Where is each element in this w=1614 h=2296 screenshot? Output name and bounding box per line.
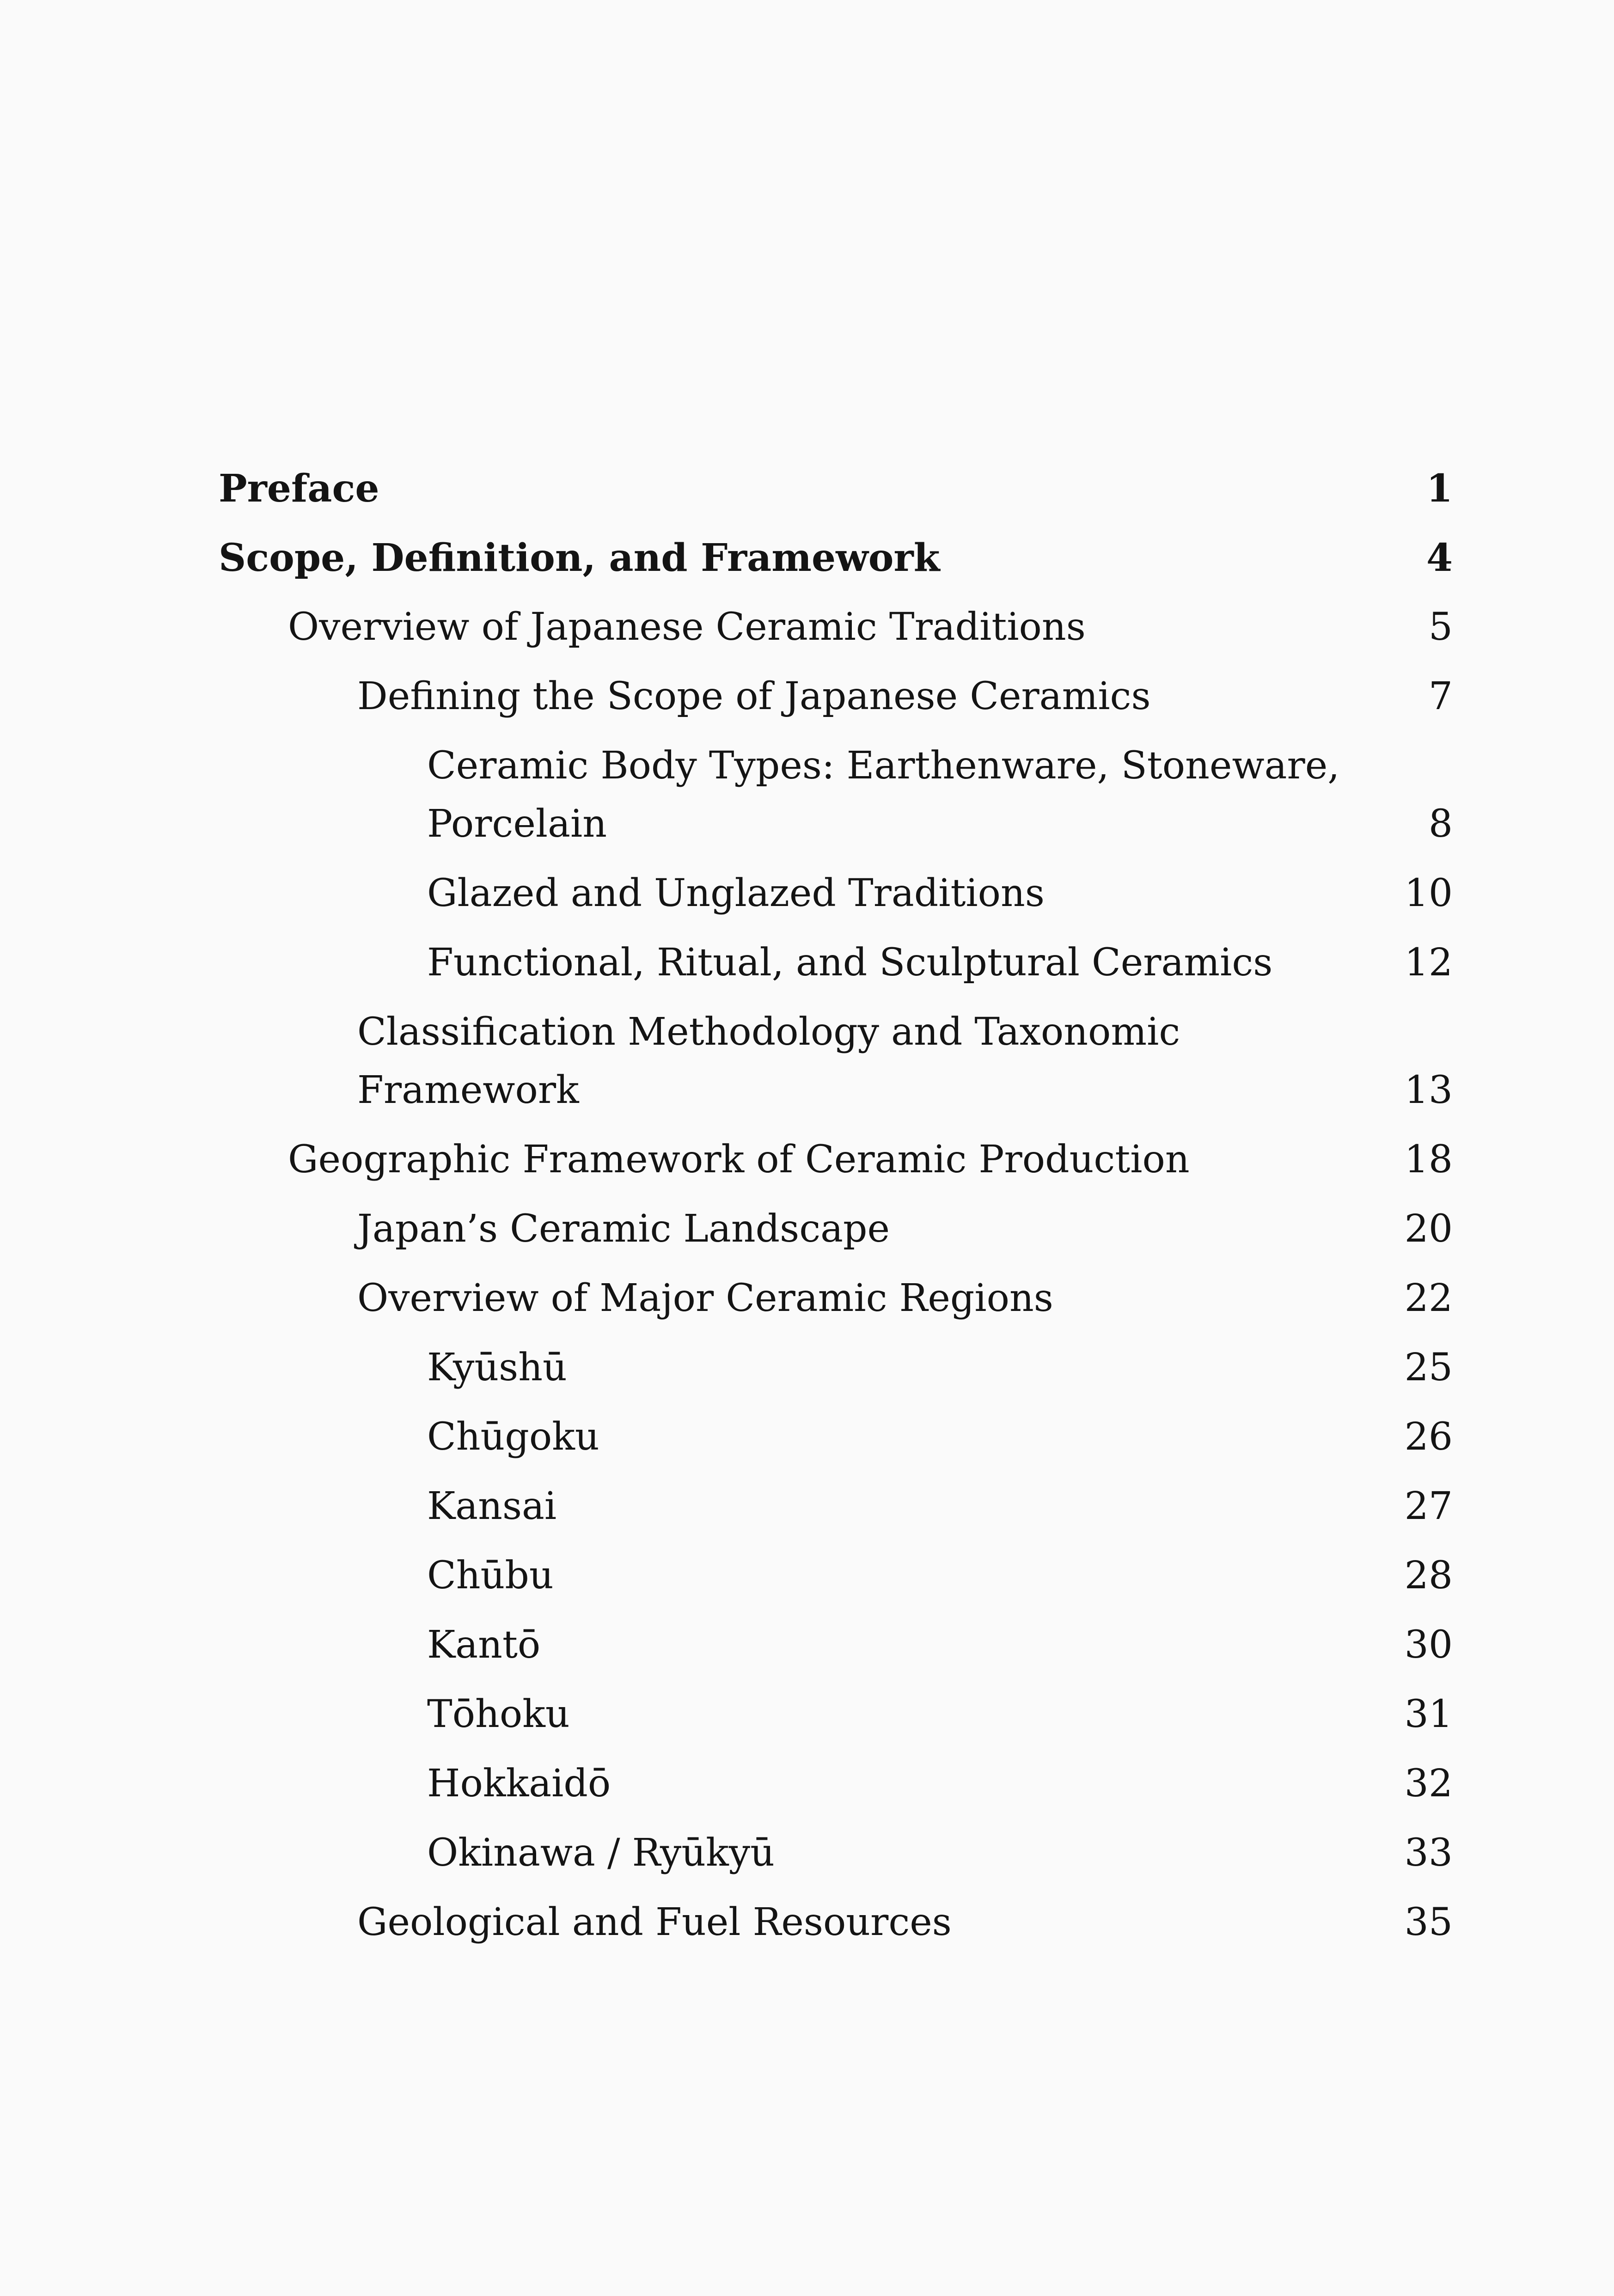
toc-entry-title: Glazed and Unglazed Traditions [427,871,1045,915]
toc-entry-page-number: 1 [1426,466,1453,511]
toc-entry-page-number: 13 [1404,1068,1453,1112]
toc-entry-page-number: 26 [1404,1415,1453,1459]
toc-entry-page-number: 25 [1404,1346,1453,1390]
toc-entry-title: Overview of Major Ceramic Regions [357,1276,1053,1320]
toc-entry-title: Scope, Definition, and Framework [219,536,940,580]
toc-entry-preface[interactable] [219,459,1453,518]
toc-entry-defining-scope[interactable] [219,667,1453,726]
toc-entry-title: Functional, Ritual, and Sculptural Ceramics [427,941,1273,985]
toc-entry-page-number: 5 [1428,605,1453,649]
toc-entry-kansai[interactable] [219,1477,1453,1536]
toc-entry-chugoku[interactable] [219,1408,1453,1466]
toc-entry-title: Kantō [427,1623,541,1667]
toc-entry-title: Kyūshū [427,1346,567,1390]
toc-entry-title: Tōhoku [427,1692,570,1736]
toc-entry-tohoku[interactable] [219,1685,1453,1744]
toc-entry-title: Geographic Framework of Ceramic Production [288,1138,1190,1182]
toc-entry-title: Hokkaidō [427,1762,611,1806]
toc-entry-title: Ceramic Body Types: Earthenware, Stoneware, Porcelain [427,744,1340,846]
toc-entry-glazed-unglazed[interactable] [219,864,1453,923]
toc-entry-page-number: 31 [1404,1692,1453,1736]
toc-entry-page-number: 4 [1426,536,1453,580]
toc-entry-title: Kansai [427,1484,557,1528]
toc-entry-title: Overview of Japanese Ceramic Traditions [288,605,1086,649]
toc-entry-overview-japanese-ceramic-traditions[interactable] [219,598,1453,656]
toc-entry-geographic-framework[interactable] [219,1131,1453,1189]
toc-entry-title: Okinawa / Ryūkyū [427,1831,775,1875]
toc-entry-page-number: 18 [1404,1138,1453,1182]
toc-entry-page-number: 7 [1428,674,1453,718]
toc-entry-major-ceramic-regions[interactable] [219,1269,1453,1328]
toc-entry-page-number: 33 [1404,1831,1453,1875]
toc-entry-chubu[interactable] [219,1547,1453,1605]
toc-entry-title: Defining the Scope of Japanese Ceramics [357,674,1151,718]
toc-entry-okinawa-ryukyu[interactable] [219,1824,1453,1882]
toc-entry-hokkaido[interactable] [219,1755,1453,1813]
toc-entry-page-number: 32 [1404,1762,1453,1806]
toc-entry-title: Chūbu [427,1554,554,1598]
toc-entry-page-number: 22 [1404,1276,1453,1320]
table-of-contents [219,459,1453,1963]
toc-entry-page-number: 12 [1404,941,1453,985]
toc-entry-title: Geological and Fuel Resources [357,1900,952,1944]
toc-entry-page-number: 8 [1428,802,1453,846]
toc-entry-title: Preface [219,466,379,511]
toc-entry-page-number: 35 [1404,1900,1453,1944]
toc-entry-kanto[interactable] [219,1616,1453,1674]
toc-entry-scope-definition-framework[interactable] [219,529,1453,587]
toc-entry-classification-methodology[interactable] [219,1003,1453,1120]
toc-entry-geological-fuel-resources[interactable] [219,1893,1453,1952]
toc-entry-page-number: 30 [1404,1623,1453,1667]
toc-entry-kyushu[interactable] [219,1339,1453,1397]
toc-entry-functional-ritual-sculptural[interactable] [219,934,1453,992]
toc-entry-page-number: 10 [1404,871,1453,915]
toc-entry-title: Japan’s Ceramic Landscape [357,1207,890,1251]
toc-entry-ceramic-body-types[interactable] [219,737,1453,853]
toc-entry-page-number: 28 [1404,1554,1453,1598]
toc-entry-title: Chūgoku [427,1415,599,1459]
toc-entry-page-number: 27 [1404,1484,1453,1528]
toc-entry-title: Classification Methodology and Taxonomic Framework [357,1010,1180,1112]
toc-entry-japans-ceramic-landscape[interactable] [219,1200,1453,1258]
toc-entry-page-number: 20 [1404,1207,1453,1251]
